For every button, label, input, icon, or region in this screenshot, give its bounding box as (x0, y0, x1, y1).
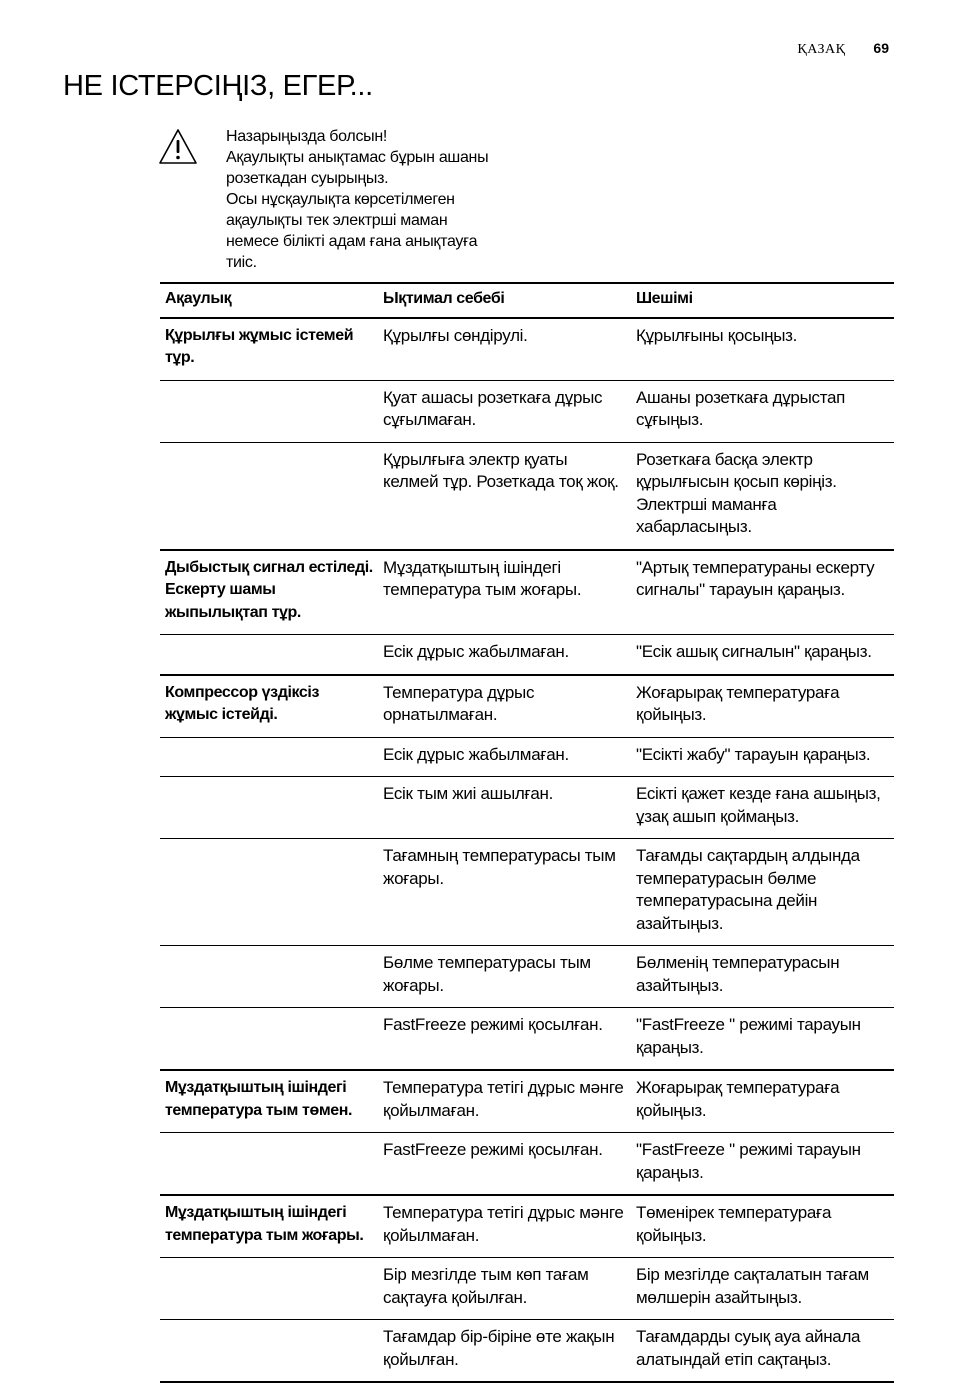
warning-line: Осы нұсқаулықта көрсетілмеген (226, 191, 455, 208)
solution-cell: "Есік ашық сигналын" қараңыз. (636, 642, 872, 661)
cause-cell: Бөлме температурасы тым жоғары. (383, 953, 591, 995)
problem-cell (160, 1008, 378, 1071)
table-row (160, 442, 894, 550)
solution-cell: Розеткаға басқа электр құрылғысын қосып көріңіз. Электрші маманға хабарласыңыз. (636, 449, 837, 536)
problem-cell (160, 839, 378, 946)
column-header-solution: Шешімі (636, 290, 693, 307)
table-row (160, 946, 894, 1008)
solution-cell: Төменірек температураға қойыңыз. (636, 1203, 832, 1245)
warning-line: тиіс. (226, 254, 257, 271)
problem-cell: Компрессор үздіксіз жұмыс істейді. (165, 683, 320, 723)
solution-cell: Жоғарырақ температураға қойыңыз. (636, 682, 840, 724)
table-row (160, 1133, 894, 1196)
problem-cell (160, 777, 378, 839)
cause-cell: Есік дұрыс жабылмаған. (383, 642, 569, 661)
page-header (797, 40, 889, 58)
warning-notice (158, 126, 518, 273)
column-header-problem: Ақаулық (165, 290, 232, 307)
warning-line: Ақаулықты анықтамас бұрын ашаны (226, 149, 489, 166)
solution-cell: "Артық температураны ескерту сигналы" тарауын қараңыз. (636, 557, 875, 599)
table-row (160, 550, 894, 635)
cause-cell: Тағамның температурасы тым жоғары. (383, 846, 616, 888)
problem-cell (160, 635, 378, 675)
problem-cell (160, 946, 378, 1008)
table-row (160, 1008, 894, 1071)
cause-cell: FastFreeze режимі қосылған. (383, 1015, 603, 1034)
solution-cell: Есікті қажет кезде ғана ашыңыз, ұзақ ашып қоймаңыз. (636, 784, 881, 826)
table-row (160, 1070, 894, 1133)
cause-cell: Тағамдар бір-біріне өте жақын қойылған. (383, 1327, 615, 1369)
table-row (160, 318, 894, 381)
table-row (160, 675, 894, 738)
page-number: 69 (873, 40, 889, 56)
problem-cell (160, 442, 378, 550)
solution-cell: "Есікті жабу" тарауын қараңыз. (636, 744, 871, 764)
table-row (160, 380, 894, 442)
column-header-cause: Ықтимал себебі (383, 290, 505, 307)
table-header-row (160, 283, 894, 318)
troubleshooting-table (160, 282, 894, 1383)
table-row (160, 737, 894, 777)
solution-cell: Жоғарырақ температураға қойыңыз. (636, 1078, 840, 1120)
table-row (160, 839, 894, 946)
solution-cell: Тағамды сақтардың алдында температурасын бөлме температурасына дейін азайтыңыз. (636, 846, 860, 933)
table-row (160, 1195, 894, 1258)
problem-cell: Мұздатқыштың ішіндегі температура тым жоғары. (165, 1204, 364, 1244)
table-row (160, 635, 894, 675)
warning-line: немесе білікті адам ғана анықтауға (226, 233, 478, 250)
solution-cell: Бөлменің температурасын азайтыңыз. (636, 953, 840, 995)
warning-line: розеткадан суырыңыз. (226, 170, 389, 187)
problem-cell (160, 1258, 378, 1320)
cause-cell: Есік дұрыс жабылмаған. (383, 744, 569, 764)
warning-heading: Назарыңызда болсын! (226, 128, 388, 145)
problem-cell (160, 1320, 378, 1383)
problem-cell: Құрылғы жұмыс істемей тұр. (165, 326, 354, 366)
warning-line: ақаулықты тек электрші маман (226, 212, 448, 229)
problem-cell (160, 737, 378, 777)
solution-cell: "FastFreeze " режимі тарауын қараңыз. (636, 1015, 861, 1057)
cause-cell: Есік тым жиі ашылған. (383, 784, 554, 803)
problem-cell (160, 380, 378, 442)
table-row (160, 1320, 894, 1383)
problem-cell: Дыбыстық сигнал естіледі. Ескерту шамы жыпылықтап тұр. (165, 558, 373, 621)
cause-cell: Құрылғы сөндірулі. (383, 325, 528, 345)
cause-cell: Температура дұрыс орнатылмаған. (383, 682, 535, 724)
warning-text (226, 126, 488, 273)
problem-cell: Мұздатқыштың ішіндегі температура тым төмен. (165, 1079, 353, 1119)
problem-cell (160, 1133, 378, 1196)
solution-cell: "FastFreeze " режимі тарауын қараңыз. (636, 1140, 861, 1182)
table-row (160, 777, 894, 839)
cause-cell: Температура тетігі дұрыс мәнге қойылмаған. (383, 1203, 624, 1245)
warning-triangle-icon (158, 127, 198, 167)
cause-cell: Қуат ашасы розеткаға дұрыс сұғылмаған. (383, 387, 603, 429)
cause-cell: Температура тетігі дұрыс мәнге қойылмаған. (383, 1078, 624, 1120)
language-label: ҚАЗАҚ (797, 42, 846, 57)
solution-cell: Бір мезгілде сақталатын тағам мөлшерін азайтыңыз. (636, 1265, 869, 1307)
cause-cell: Құрылғыға электр қуаты келмей тұр. Розеткада тоқ жоқ. (383, 449, 619, 491)
cause-cell: FastFreeze режимі қосылған. (383, 1140, 603, 1159)
table-row (160, 1258, 894, 1320)
page-title: НЕ ІСТЕРСІҢІЗ, ЕГЕР... (63, 70, 373, 102)
cause-cell: Мұздатқыштың ішіндегі температура тым жоғары. (383, 557, 582, 599)
solution-cell: Құрылғыны қосыңыз. (636, 325, 798, 345)
solution-cell: Ашаны розеткаға дұрыстап сұғыңыз. (636, 387, 846, 429)
solution-cell: Тағамдарды суық ауа айнала алатындай етіп сақтаңыз. (636, 1327, 861, 1369)
cause-cell: Бір мезгілде тым көп тағам сақтауға қойылған. (383, 1265, 589, 1307)
